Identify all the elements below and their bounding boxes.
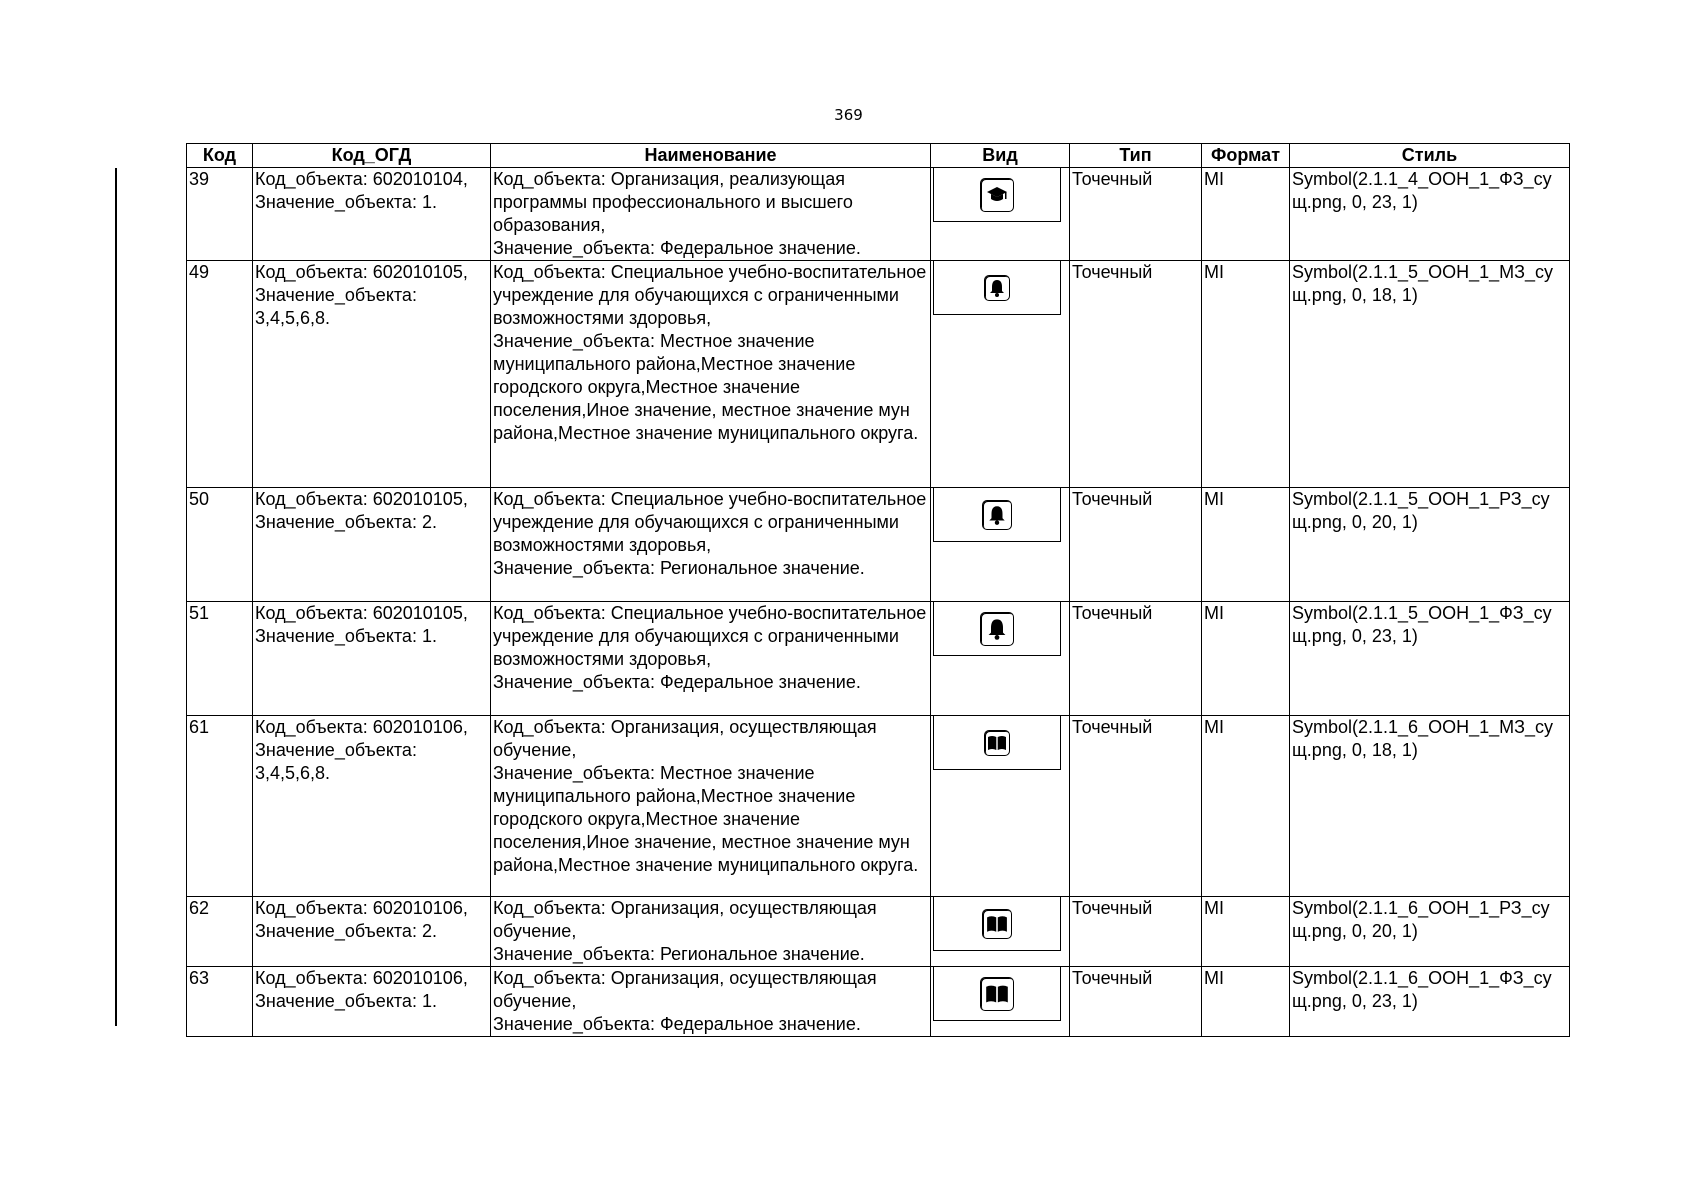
- table-row: [187, 168, 1570, 261]
- table-row: [187, 897, 1570, 967]
- name-line: Код_объекта: Организация, осуществляющая обучение,: [493, 717, 877, 760]
- name-line: Код_объекта: Организация, осуществляющая обучение,: [493, 898, 877, 941]
- cell-view: [931, 897, 1070, 967]
- symbol-preview: [933, 967, 1061, 1021]
- name-line: Код_объекта: Специальное учебно-воспитательное учреждение для обучающихся с ограниченными возможностями здоровья,: [493, 489, 927, 555]
- cell-type: Точечный: [1070, 716, 1202, 897]
- cell-name: [491, 602, 931, 716]
- cell-ogd-code: Код_объекта: 602010106, Значение_объекта: 3,4,5,6,8.: [253, 716, 491, 897]
- bell-icon: [982, 500, 1012, 530]
- bell-icon: [980, 612, 1014, 646]
- name-line: Значение_объекта: Федеральное значение.: [493, 238, 861, 258]
- cell-code: 62: [187, 897, 253, 967]
- cell-type: Точечный: [1070, 168, 1202, 261]
- table-row: [187, 716, 1570, 897]
- name-line: Код_объекта: Организация, реализующая программы профессионального и высшего образования,: [493, 169, 853, 235]
- cell-code: 39: [187, 168, 253, 261]
- cell-code: 63: [187, 967, 253, 1037]
- cell-view: [931, 488, 1070, 602]
- cell-ogd-code: Код_объекта: 602010105, Значение_объекта: 3,4,5,6,8.: [253, 261, 491, 488]
- page-number: 369: [834, 106, 863, 124]
- cell-format: MI: [1202, 602, 1290, 716]
- cell-name: [491, 967, 931, 1037]
- cell-code: 50: [187, 488, 253, 602]
- cell-type: Точечный: [1070, 488, 1202, 602]
- cell-view: [931, 602, 1070, 716]
- cell-style: Symbol(2.1.1_5_ООН_1_РЗ_сущ.png, 0, 20, 1): [1290, 488, 1570, 602]
- cell-format: MI: [1202, 897, 1290, 967]
- cell-type: Точечный: [1070, 261, 1202, 488]
- symbol-preview: [933, 261, 1061, 315]
- column-header-code: Код: [187, 144, 253, 168]
- cell-ogd-code: Код_объекта: 602010105, Значение_объекта: 1.: [253, 602, 491, 716]
- column-header-view: Вид: [931, 144, 1070, 168]
- name-line: Код_объекта: Специальное учебно-воспитательное учреждение для обучающихся с ограниченными возможностями здоровья,: [493, 603, 927, 669]
- cell-name: [491, 716, 931, 897]
- column-header-name: Наименование: [491, 144, 931, 168]
- symbol-preview: [933, 897, 1061, 951]
- name-line: Значение_объекта: Местное значение муниципального района,Местное значение городского округа,Местное значение поселения,Иное значение, местное значение мун района,Местное значение муниципального округа.: [493, 331, 919, 443]
- cell-name: [491, 261, 931, 488]
- column-header-format: Формат: [1202, 144, 1290, 168]
- cell-name: [491, 897, 931, 967]
- cell-style: Symbol(2.1.1_6_ООН_1_ФЗ_сущ.png, 0, 23, 1): [1290, 967, 1570, 1037]
- cell-format: MI: [1202, 967, 1290, 1037]
- cell-ogd-code: Код_объекта: 602010106, Значение_объекта: 2.: [253, 897, 491, 967]
- cell-format: MI: [1202, 716, 1290, 897]
- cell-name: [491, 168, 931, 261]
- open-book-icon: [980, 977, 1014, 1011]
- symbol-preview: [933, 488, 1061, 542]
- column-header-ogd-code: Код_ОГД: [253, 144, 491, 168]
- table-row: [187, 602, 1570, 716]
- cell-type: Точечный: [1070, 967, 1202, 1037]
- table-row: [187, 967, 1570, 1037]
- cell-view: [931, 261, 1070, 488]
- cell-view: [931, 967, 1070, 1037]
- name-line: Значение_объекта: Местное значение муниципального района,Местное значение городского округа,Местное значение поселения,Иное значение, местное значение мун района,Местное значение муниципального округа.: [493, 763, 919, 875]
- cell-view: [931, 716, 1070, 897]
- symbol-preview: [933, 602, 1061, 656]
- name-line: Значение_объекта: Федеральное значение.: [493, 672, 861, 692]
- column-header-style: Стиль: [1290, 144, 1570, 168]
- name-line: Значение_объекта: Региональное значение.: [493, 944, 865, 964]
- cell-code: 51: [187, 602, 253, 716]
- cell-format: MI: [1202, 168, 1290, 261]
- margin-bar: [115, 168, 117, 1026]
- cell-ogd-code: Код_объекта: 602010105, Значение_объекта: 2.: [253, 488, 491, 602]
- cell-name: [491, 488, 931, 602]
- cell-ogd-code: Код_объекта: 602010106, Значение_объекта: 1.: [253, 967, 491, 1037]
- open-book-icon: [982, 909, 1012, 939]
- open-book-icon: [984, 730, 1010, 756]
- cell-style: Symbol(2.1.1_6_ООН_1_РЗ_сущ.png, 0, 20, 1): [1290, 897, 1570, 967]
- name-line: Значение_объекта: Федеральное значение.: [493, 1014, 861, 1034]
- cell-code: 49: [187, 261, 253, 488]
- cell-format: MI: [1202, 488, 1290, 602]
- graduation-cap-icon: [980, 178, 1014, 212]
- cell-style: Symbol(2.1.1_5_ООН_1_МЗ_сущ.png, 0, 18, 1): [1290, 261, 1570, 488]
- table-row: [187, 488, 1570, 602]
- cell-ogd-code: Код_объекта: 602010104, Значение_объекта: 1.: [253, 168, 491, 261]
- cell-style: Symbol(2.1.1_4_ООН_1_ФЗ_сущ.png, 0, 23, 1): [1290, 168, 1570, 261]
- cell-style: Symbol(2.1.1_5_ООН_1_ФЗ_сущ.png, 0, 23, 1): [1290, 602, 1570, 716]
- cell-format: MI: [1202, 261, 1290, 488]
- table-header-row: [187, 144, 1570, 168]
- cell-code: 61: [187, 716, 253, 897]
- symbol-preview: [933, 716, 1061, 770]
- cell-type: Точечный: [1070, 897, 1202, 967]
- cell-style: Symbol(2.1.1_6_ООН_1_МЗ_сущ.png, 0, 18, 1): [1290, 716, 1570, 897]
- name-line: Значение_объекта: Региональное значение.: [493, 558, 865, 578]
- cell-view: [931, 168, 1070, 261]
- symbol-preview: [933, 168, 1061, 222]
- name-line: Код_объекта: Специальное учебно-воспитательное учреждение для обучающихся с ограниченными возможностями здоровья,: [493, 262, 927, 328]
- bell-icon: [984, 275, 1010, 301]
- name-line: Код_объекта: Организация, осуществляющая обучение,: [493, 968, 877, 1011]
- column-header-type: Тип: [1070, 144, 1202, 168]
- cell-type: Точечный: [1070, 602, 1202, 716]
- table-row: [187, 261, 1570, 488]
- symbol-table: [186, 143, 1570, 1037]
